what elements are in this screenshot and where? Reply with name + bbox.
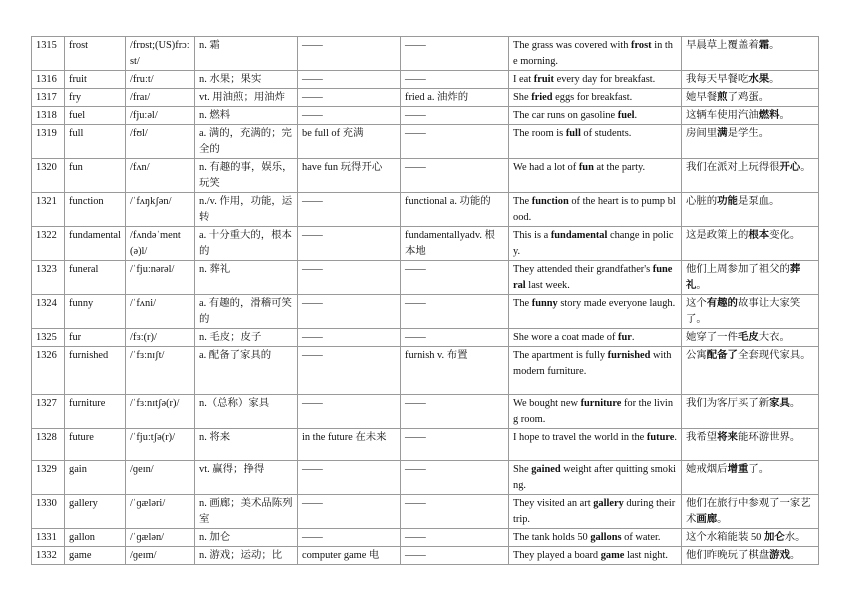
entry-translation [682,193,819,227]
highlighted-word: fuel [617,110,635,121]
text-fragment: The [513,196,532,207]
entry-example [509,461,682,495]
entry-derivative: —— [401,547,509,565]
text-fragment: This is a [513,230,551,241]
entry-derivative: —— [401,461,509,495]
entry-derivative: fundamentallyadv. 根本地 [401,227,509,261]
text-fragment: 我们为客厅买了新 [686,398,770,409]
text-fragment: 她早餐 [686,92,718,103]
highlighted-word: 根本 [748,230,770,241]
entry-example [509,193,682,227]
entry-number: 1328 [32,429,65,461]
text-fragment: 大衣。 [758,332,790,343]
table-row [32,295,819,329]
vocabulary-rows [32,37,819,565]
highlighted-word: 将来 [717,432,738,443]
entry-number: 1316 [32,71,65,89]
highlighted-word: 燃料 [758,110,780,121]
text-fragment: 了。 [748,464,770,475]
entry-phonetic: /fʌn/ [126,159,195,193]
entry-word: fry [65,89,126,107]
entry-derivative: —— [401,429,509,461]
entry-example [509,429,682,461]
entry-example [509,529,682,547]
text-fragment: 。 [717,514,728,525]
text-fragment: story made everyone laugh. [557,298,676,309]
entry-word: gain [65,461,126,495]
vocabulary-page [31,36,818,565]
highlighted-word: fur [618,332,632,343]
entry-example [509,547,682,565]
entry-translation [682,159,819,193]
vocabulary-table [31,36,819,565]
entry-example [509,261,682,295]
text-fragment: 她戒烟后 [686,464,728,475]
text-fragment: 我希望 [686,432,718,443]
entry-number: 1322 [32,227,65,261]
entry-definition: n.（总称）家具 [195,395,298,429]
entry-definition: vt. 用油煎；用油炸 [195,89,298,107]
entry-example [509,159,682,193]
highlighted-word: 功能 [717,196,738,207]
text-fragment: 水。 [784,532,806,543]
text-fragment: 。 [800,162,811,173]
highlighted-word: 开心 [779,162,801,173]
entry-number: 1325 [32,329,65,347]
entry-translation [682,547,819,565]
highlighted-word: funny [531,298,558,309]
text-fragment: 这个水箱能装 50 [686,532,764,543]
text-fragment: The apartment is fully [513,350,608,361]
entry-derivative: furnish v. 布置 [401,347,509,395]
entry-derivative: —— [401,71,509,89]
entry-number: 1319 [32,125,65,159]
table-row [32,547,819,565]
entry-phonetic: /ˈfjuːtʃə(r)/ [126,429,195,461]
table-row [32,107,819,125]
text-fragment: 了鸡蛋。 [727,92,770,103]
text-fragment: The [513,298,532,309]
entry-derivative: —— [401,37,509,71]
entry-definition: n. 燃料 [195,107,298,125]
entry-phonetic: /fʊl/ [126,125,195,159]
entry-phonetic: /ˈfɜːnɪʃt/ [126,347,195,395]
entry-derivative: —— [401,159,509,193]
table-row [32,193,819,227]
text-fragment: 他们在旅行中参观了一家艺术 [686,498,811,525]
entry-definition: a. 十分重大的，根本的 [195,227,298,261]
entry-definition: vt. 赢得；挣得 [195,461,298,495]
entry-word: fur [65,329,126,347]
entry-phrase: —— [298,89,401,107]
highlighted-word: 有趣的 [706,298,738,309]
entry-translation [682,89,819,107]
entry-definition: n. 葬礼 [195,261,298,295]
text-fragment: 我们在派对上玩得很 [686,162,780,173]
text-fragment: 公寓 [686,350,707,361]
entry-number: 1315 [32,37,65,71]
entry-word: furnished [65,347,126,395]
entry-phrase: —— [298,193,401,227]
entry-number: 1324 [32,295,65,329]
entry-translation [682,461,819,495]
entry-phrase: —— [298,461,401,495]
text-fragment: We bought new [513,398,581,409]
entry-translation [682,261,819,295]
text-fragment: last week. [525,280,570,291]
highlighted-word: frost [631,40,652,51]
text-fragment: change in policy. [513,230,674,257]
entry-phonetic: /ˈfɜːnɪtʃə(r)/ [126,395,195,429]
entry-translation [682,37,819,71]
entry-phonetic: /ˈfʌni/ [126,295,195,329]
highlighted-word: fried [531,92,553,103]
text-fragment: She [513,464,532,475]
entry-phrase: —— [298,107,401,125]
text-fragment: eggs for breakfast. [552,92,633,103]
highlighted-word: 煎 [717,92,728,103]
entry-phrase: —— [298,395,401,429]
table-row [32,125,819,159]
table-row [32,159,819,193]
text-fragment: 这辆车使用汽油 [686,110,759,121]
text-fragment: 。 [769,40,780,51]
entry-number: 1326 [32,347,65,395]
text-fragment: We had a lot of [513,162,579,173]
text-fragment: 心脏的 [686,196,718,207]
text-fragment: 他们昨晚玩了棋盘 [686,550,770,561]
entry-definition: n. 毛皮；皮子 [195,329,298,347]
entry-word: future [65,429,126,461]
text-fragment: last night. [624,550,668,561]
entry-translation [682,529,819,547]
table-row [32,227,819,261]
highlighted-word: 满 [717,128,728,139]
highlighted-word: 游戏 [769,550,790,561]
text-fragment: of water. [621,532,661,543]
entry-example [509,107,682,125]
entry-translation [682,495,819,529]
entry-phrase: —— [298,71,401,89]
entry-number: 1323 [32,261,65,295]
entry-number: 1321 [32,193,65,227]
table-row [32,395,819,429]
text-fragment: They visited an art [513,498,594,509]
text-fragment: every day for breakfast. [553,74,656,85]
entry-example [509,227,682,261]
text-fragment: 。 [696,280,707,291]
entry-derivative: functional a. 功能的 [401,193,509,227]
text-fragment: with modern furniture. [513,350,672,377]
highlighted-word: 配备了 [706,350,738,361]
entry-definition: n. 将来 [195,429,298,461]
entry-derivative: —— [401,329,509,347]
text-fragment: 她穿了一件 [686,332,738,343]
text-fragment: 故事让大家笑了。 [686,298,801,325]
highlighted-word: gallery [593,498,624,509]
entry-number: 1318 [32,107,65,125]
text-fragment: She [513,92,532,103]
text-fragment: 是泵血。 [737,196,780,207]
entry-example [509,125,682,159]
entry-phonetic: /ˈɡælən/ [126,529,195,547]
text-fragment: 能环游世界。 [737,432,801,443]
highlighted-word: 家具 [769,398,790,409]
highlighted-word: fun [578,162,594,173]
entry-example [509,71,682,89]
table-row [32,429,819,461]
highlighted-word: fruit [533,74,554,85]
entry-number: 1327 [32,395,65,429]
text-fragment: 我每天早餐吃 [686,74,749,85]
entry-word: fruit [65,71,126,89]
entry-phonetic: /fjuːəl/ [126,107,195,125]
highlighted-word: 增重 [727,464,749,475]
entry-derivative: —— [401,529,509,547]
text-fragment: I hope to travel the world in the [513,432,647,443]
entry-phonetic: /frɒst;(US)frɔːst/ [126,37,195,71]
highlighted-word: 毛皮 [737,332,759,343]
entry-translation [682,395,819,429]
entry-phonetic: /fʌndəˈment(ə)l/ [126,227,195,261]
entry-phrase: —— [298,295,401,329]
highlighted-word: furniture [580,398,622,409]
table-row [32,529,819,547]
entry-phrase: be full of 充满 [298,125,401,159]
entry-phonetic: /fɜː(r)/ [126,329,195,347]
highlighted-word: 水果 [748,74,770,85]
entry-number: 1331 [32,529,65,547]
entry-translation [682,71,819,89]
entry-example [509,295,682,329]
text-fragment: 变化。 [769,230,801,241]
entry-translation [682,429,819,461]
highlighted-word: game [600,550,625,561]
entry-example [509,37,682,71]
entry-word: fuel [65,107,126,125]
highlighted-word: gained [531,464,561,475]
entry-derivative: —— [401,125,509,159]
entry-derivative: —— [401,495,509,529]
text-fragment: . [674,432,678,443]
text-fragment: 。 [789,398,801,409]
entry-phrase: —— [298,329,401,347]
text-fragment: . [634,110,638,121]
text-fragment: during their trip. [513,498,676,525]
text-fragment: 。 [789,550,801,561]
entry-word: funny [65,295,126,329]
entry-example [509,347,682,395]
text-fragment: of students. [580,128,632,139]
text-fragment: 。 [769,74,780,85]
entry-word: full [65,125,126,159]
entry-definition: n. 加仑 [195,529,298,547]
entry-number: 1320 [32,159,65,193]
entry-word: gallery [65,495,126,529]
table-row [32,461,819,495]
entry-phrase: —— [298,495,401,529]
entry-phonetic: /ɡeɪn/ [126,461,195,495]
highlighted-word: gallons [590,532,622,543]
table-row [32,495,819,529]
entry-definition: n./v. 作用，功能，运转 [195,193,298,227]
text-fragment: for the living room. [513,398,674,425]
table-row [32,71,819,89]
text-fragment: 全套现代家具。 [737,350,811,361]
entry-number: 1332 [32,547,65,565]
entry-example [509,329,682,347]
highlighted-word: 画廊 [696,514,718,525]
entry-derivative: —— [401,261,509,295]
text-fragment: at the party. [593,162,646,173]
text-fragment: The room is [513,128,566,139]
text-fragment: 这个 [686,298,707,309]
entry-phonetic: /fraɪ/ [126,89,195,107]
highlighted-word: future [646,432,675,443]
entry-word: fun [65,159,126,193]
text-fragment: 他们上周参加了祖父的 [686,264,790,275]
entry-word: fundamental [65,227,126,261]
entry-word: funeral [65,261,126,295]
entry-phrase: —— [298,529,401,547]
entry-phrase: —— [298,347,401,395]
text-fragment: The grass was covered with [513,40,632,51]
text-fragment: 。 [779,110,790,121]
text-fragment: of the heart is to pump blood. [513,196,676,223]
entry-definition: n. 游戏；运动；比 [195,547,298,565]
entry-phrase: —— [298,227,401,261]
highlighted-word: 加仑 [763,532,785,543]
entry-example [509,495,682,529]
entry-phrase: —— [298,261,401,295]
text-fragment: 房间里 [686,128,718,139]
table-row [32,329,819,347]
text-fragment: 是学生。 [727,128,770,139]
text-fragment: weight after quitting smoking. [513,464,677,491]
highlighted-word: 霜 [758,40,770,51]
text-fragment: . [631,332,635,343]
table-row [32,89,819,107]
table-row [32,347,819,395]
entry-translation [682,295,819,329]
entry-phonetic: /ˈfjuːnərəl/ [126,261,195,295]
entry-word: game [65,547,126,565]
entry-word: furniture [65,395,126,429]
entry-phonetic: /ˈɡæləri/ [126,495,195,529]
entry-example [509,89,682,107]
highlighted-word: funeral [513,264,673,291]
highlighted-word: 葬礼 [686,264,801,291]
text-fragment: She wore a coat made of [513,332,619,343]
entry-derivative: —— [401,107,509,125]
entry-translation [682,227,819,261]
entry-phrase: —— [298,37,401,71]
entry-number: 1330 [32,495,65,529]
entry-phrase: have fun 玩得开心 [298,159,401,193]
entry-translation [682,347,819,395]
entry-phonetic: /ˈfʌŋkʃən/ [126,193,195,227]
entry-translation [682,107,819,125]
text-fragment: The car runs on gasoline [513,110,618,121]
entry-phrase: in the future 在未来 [298,429,401,461]
table-row [32,261,819,295]
entry-definition: a. 满的，充满的；完全的 [195,125,298,159]
entry-word: gallon [65,529,126,547]
entry-example [509,395,682,429]
entry-number: 1317 [32,89,65,107]
entry-definition: n. 画廊；美术品陈列室 [195,495,298,529]
entry-definition: n. 水果；果实 [195,71,298,89]
entry-phrase: computer game 电 [298,547,401,565]
entry-derivative: —— [401,395,509,429]
text-fragment: The tank holds 50 [513,532,591,543]
highlighted-word: fundamental [550,230,608,241]
entry-translation [682,125,819,159]
entry-derivative: —— [401,295,509,329]
entry-phonetic: /fruːt/ [126,71,195,89]
text-fragment: I eat [513,74,534,85]
text-fragment: 早晨草上覆盖着 [686,40,759,51]
entry-translation [682,329,819,347]
entry-word: frost [65,37,126,71]
entry-definition: a. 配备了家具的 [195,347,298,395]
entry-derivative: fried a. 油炸的 [401,89,509,107]
text-fragment: 这是政策上的 [686,230,749,241]
highlighted-word: function [531,196,569,207]
table-row [32,37,819,71]
entry-definition: n. 有趣的事，娱乐，玩笑 [195,159,298,193]
entry-phonetic: /ɡeɪm/ [126,547,195,565]
highlighted-word: furnished [607,350,651,361]
highlighted-word: full [565,128,581,139]
entry-definition: a. 有趣的，滑稽可笑的 [195,295,298,329]
text-fragment: in the morning. [513,40,673,67]
text-fragment: They attended their grandfather's [513,264,653,275]
entry-number: 1329 [32,461,65,495]
entry-definition: n. 霜 [195,37,298,71]
text-fragment: They played a board [513,550,601,561]
entry-word: function [65,193,126,227]
